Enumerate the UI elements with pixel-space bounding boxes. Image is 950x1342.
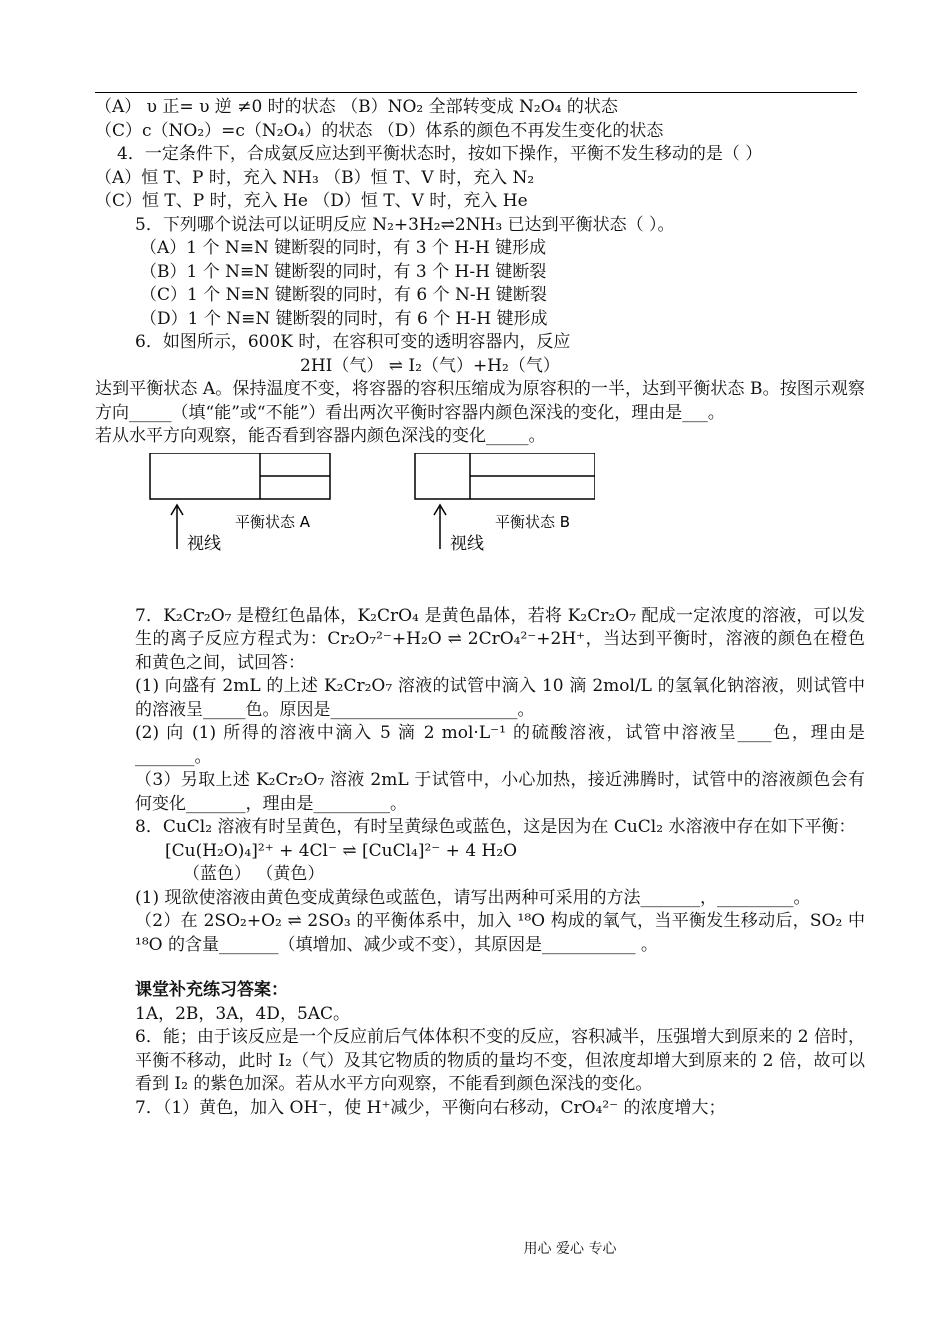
q5-option-c: （C）1 个 N≡N 键断裂的同时，有 6 个 N-H 键断裂 (140, 285, 547, 305)
label-state-a: 平衡状态 A (235, 512, 311, 531)
q7-sub-1: (1) 向盛有 2mL 的上述 K₂Cr₂O₇ 溶液的试管中滴入 10 滴 2mol/L 的氢氧化钠溶液，则试管中的溶液呈_____色。原因是______________________。 (135, 676, 865, 720)
header-rule (95, 92, 857, 93)
question-5: 5．下列哪个说法可以证明反应 N₂+3H₂⇌2NH₃ 已达到平衡状态（ ）。 (135, 214, 675, 235)
q5-option-b: （B）1 个 N≡N 键断裂的同时，有 3 个 H-H 键断裂 (140, 261, 547, 282)
answer-6: 6．能；由于该反应是一个反应前后气体体积不变的反应，容积减半，压强增大到原来的 2 倍时，平衡不移动，此时 I₂（气）及其它物质的物质的量均不变，但浓度却增大到原来的 2 倍，故可以看到 I₂ 的紫色加深。若从水平方向观察，不能看到颜色深浅的变化。 (135, 1027, 865, 1094)
answers-title: 课堂补充练习答案： (135, 980, 288, 1000)
question-7: 7．K₂Cr₂O₇ 是橙红色晶体，K₂CrO₄ 是黄色晶体，若将 K₂Cr₂O₇ 配成一定浓度的溶液，可以发生的离子反应方程式为：Cr₂O₇²⁻+H₂O ⇌ 2CrO₄²⁻+2H⁺，当达到平衡时，溶液的颜色在橙色和黄色之间，试回答： (135, 605, 865, 673)
question-4: 4．一定条件下，合成氨反应达到平衡状态时，按如下操作，平衡不发生移动的是（ ） (117, 144, 763, 164)
equilibrium-figure (95, 453, 865, 593)
q8-equation: [Cu(H₂O)₄]²⁺ + 4Cl⁻ ⇌ [CuCl₄]²⁻ + 4 H₂O (165, 840, 518, 861)
question-6: 6．如图所示，600K 时，在容积可变的透明容器内，反应 (135, 332, 571, 352)
sight-label-a: 视线 (187, 533, 221, 554)
q4-options-cd: （C）恒 T、P 时，充入 He （D）恒 T、V 时，充入 He (95, 191, 528, 211)
question-8: 8．CuCl₂ 溶液有时呈黄色，有时呈黄绿色或蓝色，这是因为在 CuCl₂ 水溶液中存在如下平衡： (135, 817, 856, 837)
container-a (150, 453, 330, 549)
answer-7: 7．（1）黄色，加入 OH⁻，使 H⁺减少，平衡向右移动，CrO₄²⁻ 的浓度增大； (135, 1097, 726, 1118)
q5-option-d: （D）1 个 N≡N 键断裂的同时，有 6 个 H-H 键形成 (140, 308, 548, 329)
q3-options-cd: （C）c（NO₂）=c（N₂O₄）的状态 （D）体系的颜色不再发生变化的状态 (95, 120, 664, 141)
page-footer: 用心 爱心 专心 (523, 1241, 617, 1257)
q6-equation: 2HI（气） ⇌ I₂（气）+H₂（气） (300, 355, 560, 376)
q8-color-labels: （蓝色） （黄色） (183, 864, 325, 884)
q6-paragraph: 达到平衡状态 A。保持温度不变，将容器的容积压缩成为原容积的一半，达到平衡状态 B。按图示观察方向_____（填“能”或“不能”）看出两次平衡时容器内颜色深浅的变化，理由是___。 (95, 379, 865, 423)
q3-options-ab: （A） υ 正= υ 逆 ≠0 时的状态 （B）NO₂ 全部转变成 N₂O₄ 的状态 (95, 97, 618, 117)
answers-1-5: 1A，2B，3A，4D，5AC。 (135, 1003, 351, 1024)
q6-horizontal-question: 若从水平方向观察，能否看到容器内颜色深浅的变化_____。 (95, 426, 546, 446)
container-b (415, 453, 595, 549)
container-diagram (95, 453, 595, 593)
document-body (95, 96, 865, 1257)
q5-option-a: （A）1 个 N≡N 键断裂的同时，有 3 个 H-H 键形成 (140, 238, 547, 258)
q4-options-ab: （A）恒 T、P 时，充入 NH₃ （B）恒 T、V 时，充入 N₂ (95, 167, 535, 188)
q8-sub-2: （2）在 2SO₂+O₂ ⇌ 2SO₃ 的平衡体系中，加入 ¹⁸O 构成的氧气，当平衡发生移动后，SO₂ 中 ¹⁸O 的含量_______（填增加、减少或不变），其原因是___________ 。 (135, 911, 865, 955)
q8-sub-1: (1) 现欲使溶液由黄色变成黄绿色或蓝色，请写出两种可采用的方法_______，_________。 (135, 887, 811, 908)
sight-label-b: 视线 (450, 533, 484, 554)
label-state-b: 平衡状态 B (495, 512, 571, 531)
q7-sub-3: （3）另取上述 K₂Cr₂O₇ 溶液 2mL 于试管中，小心加热，接近沸腾时，试管中的溶液颜色会有何变化_______，理由是_________。 (135, 770, 865, 814)
q7-sub-2: (2) 向 (1) 所得的溶液中滴入 5 滴 2 mol·L⁻¹ 的硫酸溶液，试管中溶液呈____色，理由是_______。 (135, 723, 865, 767)
